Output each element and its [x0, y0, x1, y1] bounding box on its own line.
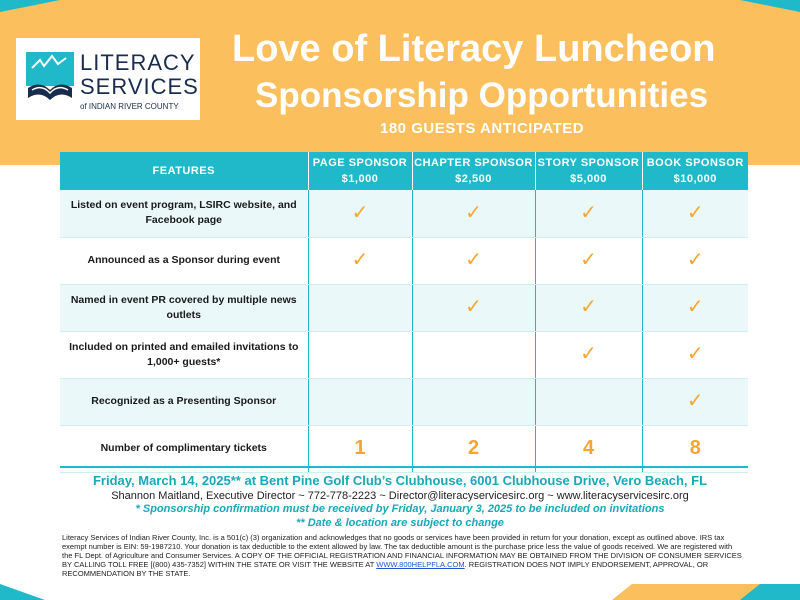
check-cell: [412, 331, 535, 378]
table-row: [60, 237, 748, 284]
ticket-cell: [642, 425, 748, 472]
page-subtitle: Sponsorship Opportunities: [255, 76, 709, 115]
table-row: [60, 284, 748, 331]
table-bottom-rule: [60, 466, 748, 468]
ticket-cell: [308, 425, 412, 472]
header-page-sponsor: [308, 152, 412, 190]
top-accent: [0, 0, 800, 12]
feature-cell: Announced as a Sponsor during event: [60, 237, 308, 284]
ticket-count: 1: [354, 437, 366, 459]
ticket-count: 8: [689, 437, 701, 459]
logo-line-literacy: LITERACY: [80, 50, 196, 75]
check-icon: ✓: [686, 390, 704, 412]
ticket-cell: [412, 425, 535, 472]
table-header-row: [60, 152, 748, 190]
check-icon: ✓: [686, 201, 704, 224]
check-cell: [642, 378, 748, 425]
check-cell: [535, 378, 642, 425]
table-row: [60, 331, 748, 378]
check-cell: [308, 331, 412, 378]
legal-disclaimer: [62, 533, 742, 578]
check-cell: [308, 237, 412, 284]
header-price: $2,500: [455, 173, 492, 185]
feature-cell: Number of complimentary tickets: [60, 425, 308, 472]
header-name: PAGE SPONSOR: [312, 157, 408, 169]
check-icon: ✓: [351, 201, 369, 224]
check-icon: ✓: [351, 249, 369, 271]
table-row: [60, 425, 748, 472]
check-cell: [642, 237, 748, 284]
top-left-accent: [0, 0, 60, 12]
header-price: $1,000: [341, 173, 379, 185]
check-cell: [535, 237, 642, 284]
check-cell: [412, 237, 535, 284]
check-icon: ✓: [580, 201, 597, 224]
date-location-note: ** Date & location are subject to change: [296, 517, 504, 529]
guests-anticipated: 180 GUESTS ANTICIPATED: [380, 120, 585, 137]
check-icon: ✓: [580, 296, 597, 318]
header-name: CHAPTER SPONSOR: [414, 157, 533, 169]
check-icon: ✓: [686, 296, 704, 318]
check-cell: [642, 190, 748, 237]
check-icon: ✓: [580, 249, 597, 271]
sponsorship-table: [60, 152, 748, 473]
header-features: [60, 152, 308, 190]
feature-cell: Recognized as a Presenting Sponsor: [60, 378, 308, 425]
header-name: STORY SPONSOR: [537, 157, 640, 169]
check-cell: [308, 284, 412, 331]
ticket-count: 4: [582, 437, 595, 459]
check-icon: ✓: [686, 249, 704, 271]
check-cell: [412, 378, 535, 425]
feature-cell: Named in event PR covered by multiple news outlets: [60, 284, 308, 331]
check-cell: [412, 190, 535, 237]
header-chapter-sponsor: [412, 152, 535, 190]
literacy-services-logo: [16, 38, 200, 120]
check-cell: [642, 331, 748, 378]
check-icon: ✓: [686, 343, 704, 365]
logo-line-services: SERVICES: [80, 74, 199, 99]
contact-line: Shannon Maitland, Executive Director ~ 772-778-2223 ~ Director@literacyservicesirc.org ~ www.literacyservicesirc.org: [111, 490, 689, 502]
ticket-count: 2: [467, 437, 480, 459]
check-icon: ✓: [465, 249, 482, 271]
check-icon: ✓: [465, 296, 482, 318]
check-cell: [412, 284, 535, 331]
check-cell: [308, 378, 412, 425]
logo-line-county: of INDIAN RIVER COUNTY: [80, 102, 179, 111]
check-cell: [535, 331, 642, 378]
legal-text-end: . REGISTRATION DOES NOT IMPLY ENDORSEMENT, APPROVAL, OR RECOMMENDATION BY THE STATE.: [62, 560, 709, 578]
page-title: Love of Literacy Luncheon: [232, 28, 716, 70]
event-details: Friday, March 14, 2025** at Bent Pine Golf Club’s Clubhouse, 6001 Clubhouse Drive, Vero Beach, FL: [92, 473, 708, 488]
ticket-cell: [535, 425, 642, 472]
confirmation-note: * Sponsorship confirmation must be received by Friday, January 3, 2025 to be included on invitations: [135, 503, 665, 515]
check-cell: [308, 190, 412, 237]
bottom-left-accent: [0, 584, 45, 600]
header-price: $5,000: [570, 173, 607, 185]
header-price: $10,000: [673, 173, 717, 185]
header-name: BOOK SPONSOR: [646, 157, 744, 169]
legal-text: Literacy Services of Indian River County, Inc. is a 501(c) (3) organization and acknowledges that no goods or services have been provided in return for your donation, except as outlined above. IRS tax exempt number is EIN: 59-1987210. Your donation is tax deductible to the extent allowed by law. The tax deductible amount is the purchase price less the value of goods received. We are registered with the FL Dept. of Agriculture and Consumer Services. A COPY OF THE OFFICIAL REGISTRATION AND FINANCIAL INFORMATION MAY BE OBTAINED FROM THE DIVISION OF CONSUMER SERVICES BY CALLING TOLL FREE [(800) 435-7352] WITHIN THE STATE OR VISIT THE WEBSITE AT: [62, 533, 742, 569]
check-cell: [535, 284, 642, 331]
table-row: [60, 378, 748, 425]
helpfla-link[interactable]: WWW.800HELPFLA.COM: [376, 560, 465, 569]
bottom-right-orange-accent: [612, 584, 762, 600]
feature-cell: Included on printed and emailed invitations to 1,000+ guests*: [60, 331, 308, 378]
table-row: [60, 190, 748, 237]
check-cell: [535, 190, 642, 237]
open-book-icon: [22, 48, 78, 110]
check-icon: ✓: [465, 201, 482, 224]
check-cell: [642, 284, 748, 331]
check-icon: ✓: [580, 343, 597, 365]
top-right-accent: [740, 0, 800, 12]
header-features-label: FEATURES: [152, 165, 215, 177]
bottom-accent: [0, 584, 800, 600]
header-story-sponsor: [535, 152, 642, 190]
header-book-sponsor: [642, 152, 748, 190]
feature-cell: Listed on event program, LSIRC website, and Facebook page: [60, 190, 308, 237]
